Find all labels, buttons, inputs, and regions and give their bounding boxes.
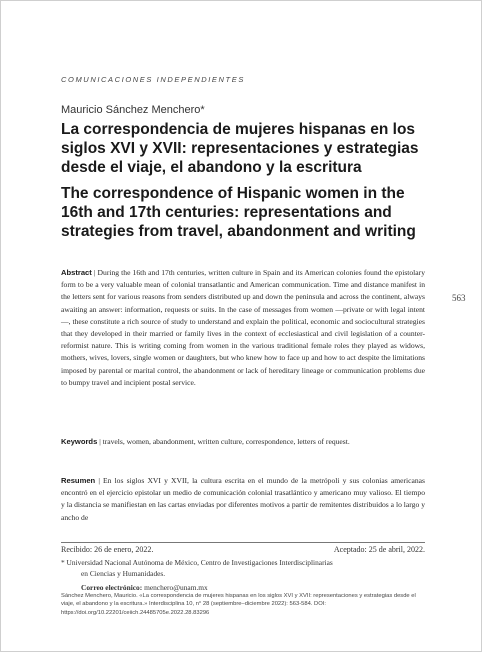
keywords-paragraph (61, 436, 425, 448)
resumen-paragraph (61, 475, 425, 524)
abstract-separator: | (91, 268, 98, 277)
email-address[interactable]: menchero@unam.mx (144, 583, 208, 592)
section-label: COMUNICACIONES INDEPENDIENTES (61, 75, 245, 84)
author-email (81, 583, 208, 592)
abstract-text: During the 16th and 17th centuries, written culture in Spain and its American colonies found the epistolary form to be a very valuable mean of colonial transatlantic and American communication. Time and distance manifest in the letters sent for various reasons from senders distributed up and down the peninsula and across the continent, always awaiting an answer: information, requests or suits. In the case of messages from women —private or with legal intent—, these constitute a rich source of study to understand and explain the political, economic and sociocultural strategies that they developed in their married or family lives in the context of ecclesiastical and civil legislation of a counter-reformist nature. This is writing coming from women in the various traditional female roles they played as widows, mothers, wives, lovers, single women or daughters, but who knew how to face up and how to act despite the limitations imposed by parental or marital control, the abandonment or lack of hereditary lineage or communication problems due to bumpy travel and incipient postal service. (61, 268, 425, 387)
page-number: 563 (452, 293, 466, 303)
author-affiliation (61, 558, 425, 579)
resumen-separator: | (95, 476, 103, 485)
footnote-rule (61, 542, 425, 543)
keywords-text: travels, women, abandonment, written culture, correspondence, letters of request. (102, 437, 350, 446)
accepted-date: Aceptado: 25 de abril, 2022. (333, 545, 425, 554)
affiliation-line-1: * Universidad Nacional Autónoma de México, Centro de Investigaciones Interdisciplinarias (61, 558, 333, 567)
author-name: Mauricio Sánchez Menchero* (61, 104, 205, 116)
resumen-label: Resumen (61, 476, 96, 485)
citation-text: Sánchez Menchero, Mauricio. «La correspondencia de mujeres hispanas en los siglos XVI y XVII: representaciones y estrategias desde el viaje, el abandono y la escritura.» Interdisciplina 10, n° 28 (septiembre–diciembre 2022): 563-584. DOI: https://doi.org/10.22201/ceiich.24485705e.2022.28.83296 (61, 593, 416, 616)
title-spanish: La correspondencia de mujeres hispanas en los siglos XVI y XVII: representaciones y estrategias desde el viaje, el abandono y la escritura (61, 121, 419, 176)
affiliation-line-2: en Ciencias y Humanidades. (81, 568, 166, 578)
email-label: Correo electrónico: (81, 583, 143, 592)
abstract-paragraph (61, 267, 425, 389)
title-english: The correspondence of Hispanic women in the 16th and 17th centuries: representations and strategies from travel, abandonment and writing (61, 185, 416, 240)
resumen-text: En los siglos XVI y XVII, la cultura escrita en el mundo de la metrópoli y sus colonias americanas encontró en el ejercicio epistolar un medio de comunicación colonial trasatlántico y americano muy valioso. El tiempo y la distancia se manifiestan en las cartas enviadas por diferentes motivos a partir de remitentes distribuidos a lo largo y ancho de (61, 476, 425, 522)
received-date: Recibido: 26 de enero, 2022. (61, 545, 154, 554)
keywords-label: Keywords (61, 437, 98, 446)
abstract-label: Abstract (61, 268, 92, 277)
keywords-separator: | (97, 437, 103, 446)
